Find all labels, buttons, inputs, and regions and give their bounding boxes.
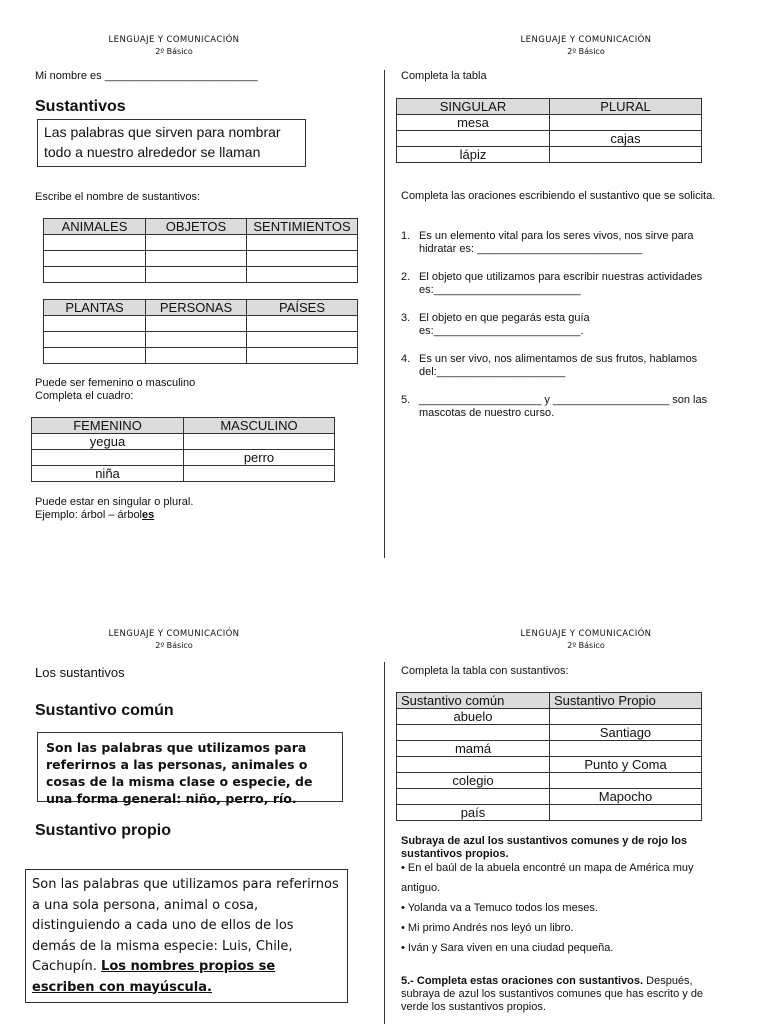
header-cell: SENTIMIENTOS xyxy=(247,219,358,235)
answer-cell[interactable] xyxy=(44,267,146,283)
proper-noun-title: Sustantivo propio xyxy=(35,822,171,839)
bullet-sentence: • Mi primo Andrés nos leyó un libro. xyxy=(401,922,574,934)
number-line-1: Puede estar en singular o plural. xyxy=(35,496,194,508)
sentences-prompt: Completa las oraciones escribiendo el sustantivo que se solicita. xyxy=(401,190,716,202)
write-prompt: Escribe el nombre de sustantivos: xyxy=(35,191,201,203)
definition-box xyxy=(37,119,306,167)
answer-cell[interactable] xyxy=(146,251,247,267)
intro-text: Los sustantivos xyxy=(35,665,125,680)
answer-cell[interactable] xyxy=(44,235,146,251)
header-cell: SINGULAR xyxy=(397,99,550,115)
header-cell: PLANTAS xyxy=(44,300,146,316)
name-prompt: Mi nombre es _________________________ xyxy=(35,70,258,82)
question-item[interactable] xyxy=(401,230,721,256)
gender-table xyxy=(31,417,335,482)
header-title: LENGUAJE Y COMUNICACIÓN xyxy=(108,629,240,639)
table-cell: colegio xyxy=(397,773,550,789)
header-grade: 2º Básico xyxy=(567,641,605,650)
task5-rest: Después, subraya de azul los sustantivos comunes que has escrito y de verde los sustantivos propios. xyxy=(401,975,704,1013)
header-grade: 2º Básico xyxy=(155,47,193,56)
header-cell: OBJETOS xyxy=(146,219,247,235)
bullet-list xyxy=(401,858,721,958)
page-divider-bottom xyxy=(384,662,385,1024)
answer-cell[interactable] xyxy=(397,757,550,773)
question-number: 2. xyxy=(401,271,411,283)
example-line xyxy=(35,509,193,522)
question-item[interactable] xyxy=(401,271,721,297)
answer-cell[interactable] xyxy=(44,348,146,364)
question-text: El objeto en que pegarás esta guía es:________________________. xyxy=(419,312,590,337)
common-noun-definition: Son las palabras que utilizamos para referirnos a las personas, animales o cosas de la misma clase o especie, de una forma general: niño, perro, río. xyxy=(46,740,313,806)
answer-cell[interactable] xyxy=(247,316,358,332)
answer-cell[interactable] xyxy=(397,725,550,741)
header-title: LENGUAJE Y COMUNICACIÓN xyxy=(520,629,652,639)
header-grade: 2º Básico xyxy=(155,641,193,650)
header-cell: Sustantivo común xyxy=(397,693,550,709)
gender-instructions xyxy=(35,377,195,403)
common-noun-definition-box xyxy=(37,732,343,806)
header-p1 xyxy=(74,34,274,58)
question-number: 1. xyxy=(401,230,411,242)
answer-cell[interactable] xyxy=(550,805,702,821)
header-cell: MASCULINO xyxy=(184,418,335,434)
header-cell: PERSONAS xyxy=(146,300,247,316)
answer-cell[interactable] xyxy=(44,332,146,348)
bullet-sentence: • Yolanda va a Temuco todos los meses. xyxy=(401,902,598,914)
header-title: LENGUAJE Y COMUNICACIÓN xyxy=(108,35,240,45)
bullet-sentence: • En el baúl de la abuela encontré un mapa de América muy antiguo. xyxy=(401,862,694,894)
answer-cell[interactable] xyxy=(550,773,702,789)
table-cell: yegua xyxy=(32,434,184,450)
example-suffix: es xyxy=(142,509,155,521)
table-cell: Santiago xyxy=(550,725,702,741)
gender-line-2: Completa el cuadro: xyxy=(35,390,134,402)
question-text: Es un ser vivo, nos alimentamos de sus frutos, hablamos del:_____________________ xyxy=(419,353,698,378)
page-divider-top xyxy=(384,70,385,558)
header-cell: ANIMALES xyxy=(44,219,146,235)
underline-instructions: Subraya de azul los sustantivos comunes y de rojo los sustantivos propios. xyxy=(401,835,688,860)
header-cell: Sustantivo Propio xyxy=(550,693,702,709)
header-cell: FEMENINO xyxy=(32,418,184,434)
question-number: 4. xyxy=(401,353,411,365)
table-cell: niña xyxy=(32,466,184,482)
question-number: 5. xyxy=(401,394,411,406)
answer-cell[interactable] xyxy=(247,332,358,348)
header-title: LENGUAJE Y COMUNICACIÓN xyxy=(520,35,652,45)
common-noun-title: Sustantivo común xyxy=(35,702,174,719)
definition-text: Las palabras que sirven para nombrar todo a nuestro alrededor se llaman xyxy=(44,124,281,160)
proper-noun-definition-box xyxy=(25,869,348,1003)
header-p2 xyxy=(486,34,686,58)
table-cell: país xyxy=(397,805,550,821)
answer-cell[interactable] xyxy=(397,789,550,805)
answer-cell[interactable] xyxy=(550,741,702,757)
example-prefix: Ejemplo: árbol – árbol xyxy=(35,509,143,521)
common-proper-table xyxy=(396,692,702,821)
table-prompt: Completa la tabla con sustantivos: xyxy=(401,665,569,677)
proper-noun-rule: Los nombres propios se escriben con mayúscula. xyxy=(32,959,276,995)
nouns-table-1 xyxy=(43,218,358,283)
task5-bold: 5.- Completa estas oraciones con sustantivos. xyxy=(401,975,644,987)
table-cell: Punto y Coma xyxy=(550,757,702,773)
gender-line-1: Puede ser femenino o masculino xyxy=(35,377,196,389)
table-cell: lápiz xyxy=(397,147,550,163)
answer-cell[interactable] xyxy=(550,115,702,131)
answer-cell[interactable] xyxy=(184,466,335,482)
header-cell: PAÍSES xyxy=(247,300,358,316)
bullet-sentence: • Iván y Sara viven en una ciudad pequeña. xyxy=(401,942,614,954)
answer-cell[interactable] xyxy=(146,267,247,283)
task5-instructions xyxy=(401,975,731,1014)
answer-cell[interactable] xyxy=(44,316,146,332)
answer-cell[interactable] xyxy=(184,434,335,450)
answer-cell[interactable] xyxy=(146,332,247,348)
question-text: ____________________ y ___________________ son las mascotas de nuestro curso. xyxy=(419,394,708,419)
question-number: 3. xyxy=(401,312,411,324)
table-cell: Mapocho xyxy=(550,789,702,805)
table-cell: mamá xyxy=(397,741,550,757)
table-cell: perro xyxy=(184,450,335,466)
question-item[interactable] xyxy=(401,353,721,379)
answer-cell[interactable] xyxy=(146,348,247,364)
question-item[interactable] xyxy=(401,312,721,338)
number-instructions xyxy=(35,496,193,522)
nouns-table-2 xyxy=(43,299,358,364)
answer-cell[interactable] xyxy=(247,235,358,251)
header-grade: 2º Básico xyxy=(567,47,605,56)
answer-cell[interactable] xyxy=(247,251,358,267)
header-cell: PLURAL xyxy=(550,99,702,115)
table-cell: cajas xyxy=(550,131,702,147)
answer-cell[interactable] xyxy=(146,235,247,251)
answer-cell[interactable] xyxy=(44,251,146,267)
answer-cell[interactable] xyxy=(247,348,358,364)
question-text: Es un elemento vital para los seres vivos, nos sirve para hidratar es: ___________________________ xyxy=(419,230,694,255)
answer-cell[interactable] xyxy=(550,709,702,725)
section-title-sustantivos: Sustantivos xyxy=(35,98,126,115)
header-p4 xyxy=(486,628,686,652)
answer-cell[interactable] xyxy=(32,450,184,466)
header-p3 xyxy=(74,628,274,652)
question-text: El objeto que utilizamos para escribir nuestras actividades es:________________________ xyxy=(419,271,703,296)
answer-cell[interactable] xyxy=(146,316,247,332)
question-item[interactable] xyxy=(401,394,721,420)
table-cell: abuelo xyxy=(397,709,550,725)
singular-plural-table xyxy=(396,98,702,163)
table-prompt: Completa la tabla xyxy=(401,70,487,82)
proper-noun-definition: Son las palabras que utilizamos para referirnos a una sola persona, animal o cosa, distinguiendo a cada uno de ellos de los demás de la misma especie: Luis, Chile, Cachupín. xyxy=(32,877,339,974)
questions-list xyxy=(401,230,721,435)
answer-cell[interactable] xyxy=(247,267,358,283)
answer-cell[interactable] xyxy=(397,131,550,147)
answer-cell[interactable] xyxy=(550,147,702,163)
table-cell: mesa xyxy=(397,115,550,131)
